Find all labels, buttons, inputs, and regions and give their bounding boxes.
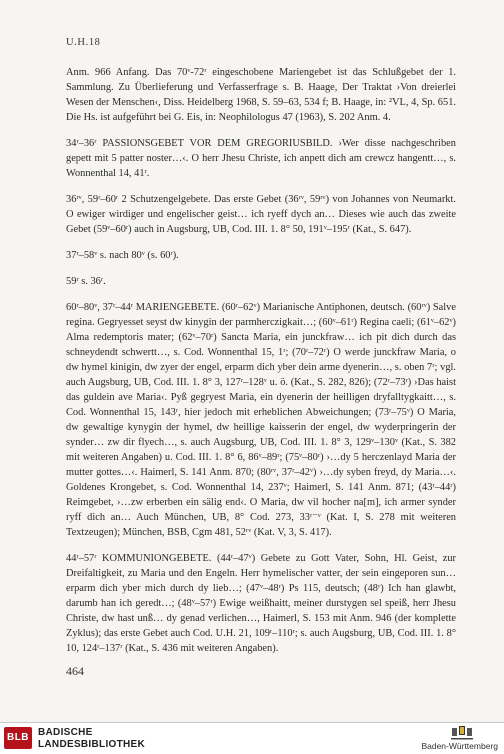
paragraph-kommuniongebete: 44ʳ–57ʳ KOMMUNIONGEBETE. (44ʳ–47ᵛ) Gebete zu Gott Vater, Sohn, Hl. Geist, zur Dreifaltigkeit, zu Maria und den Engeln. Herr hymelischer vatter, der sein eingeporen sun… erparm dich yber mich durch dy lieb…; (47ᵛ–48ʳ) Ps 115, deutsch; (48ʳ) Ich han glawbt, darumb han ich geredt…; (48ᵛ–57ʳ) Ewige weißhaitt, meiner durstygen sel speiß, herr Jhesu Christe, dw hast unß… dy genad verlichen…, Haimerl, S. 153 mit Anm. 946 (der komplette Zyklus); das erste Gebet auch Cod. U.H. 21, 109ʳ–110ʳ; s. auch Augsburg, UB, Cod. III. 1. 8° 10, 124ʳ–137ʳ (Kat., S. 436 mit weiteren Angaben). [66, 553, 456, 654]
paragraph-ref-37r: 37ʳ–58ᵛ s. nach 80ᵛ (s. 60ʳ). [66, 250, 179, 261]
page-number: 464 [66, 664, 84, 678]
paragraph-schutzengelgebete: 36ʳᵛ, 59ʳ–60ʳ 2 Schutzengelgebete. Das erste Gebet (36ʳᵛ, 59ʳᵛ) von Johannes von Neumarkt. O ewiger wirdiger und engelischer geist… ich ryeff dych an… Dieses wie auch das zweite Gebet (59ᵛ–60ʳ) auch in Augsburg, UB, Cod. III. 1. 8° 50, 191ᵛ–195ʳ (Kat., S. 647). [66, 194, 456, 235]
shelfmark-header: U.H.18 [66, 37, 101, 48]
blb-logo-text: BLB [6, 732, 30, 743]
library-footer [0, 722, 504, 754]
text-body [66, 65, 456, 667]
partner-label: Baden-Württemberg [421, 741, 498, 751]
blb-logo[interactable] [4, 727, 32, 749]
paragraph-passionsgebet: 34ʳ–36ʳ PASSIONSGEBET VOR DEM GREGORIUSBILD. ›Wer disse nachgeschriben gepett mit 5 patter noster…‹. O herr Jhesu Christe, ich anpett dich am crewcz hangentt…, s. Wonnenthal 14, 41ʳ. [66, 138, 456, 179]
library-name-line1: BADISCHE [38, 727, 93, 738]
paragraph-anm: Anm. 966 Anfang. Das 70ᵛ-72ʳ eingeschobene Mariengebet ist das Schlußgebet der 1. Sammlung. Zu Überlieferung und Verfasserfrage s. B. Haage, Der Traktat ›Von dreierlei Wesen der Menschen‹, Diss. Heidelberg 1968, S. 59–63, 534 f; B. Haage, in: ²VL, 4, Sp. 651. Die Hs. ist aufgeführt bei G. Eis, in: Neophilologus 47 (1963), S. 202 Anm. 4. [66, 67, 456, 123]
paragraph-mariengebete: 60ʳ–80ᵛ, 37ʳ–44ʳ MARIENGEBETE. (60ʳ–62ᵛ) Marianische Antiphonen, deutsch. (60ʳᵛ) Salve regina. Gegryesset seyst dw kinygin der parmherczigkait…; (60ᵛ–61ʳ) Regina caeli; (61ᵛ–62ᵛ) Alma redemptoris mater; (62ᵛ–70ʳ) Sancta Maria, ein junckfraw… ich pit dich durch das schneydendt schwertt…, s. Cod. Wonnenthal 15, 1ʳ; (70ʳ–72ʳ) O werde junckfraw Maria, o dw hymel kinigin, dw zyer der engel, erparm dich yber dein arme dyenerin…, s. oben 7ʳ; vgl. auch Augsburg, UB, Cod. III. 1. 8° 3, 127ʳ–128ᵛ u. ö. (Kat., S. 282, 826); (72ʳ–73ʳ) ›Das haist das guldein ave Maria‹. Pyß gegryest Maria, ein dyenerin der heilligen dryfalltygkaitt…, s. Cod. Wonnenthal 15, 143ʳ, hier jedoch mit erheblichen Abweichungen; (73ʳ–75ᵛ) O Maria, dw gewaltige kynygin der hymel, dw heillige kaisserin der engel, dw wyderpringerin der synder… zw dir flyech…, s. auch Augsburg, UB, Cod. III. 1. 8° 3, 129ᵛ–130ᵛ (Kat., S. 382 mit weiteren Angaben) u. Cod. III. 1. 8° 6, 86ᵛ–89ʳ; (75ᵛ–80ʳ) ›…dy 5 herczenlayd Maria der mutter gottes…‹. Haimerl, S. 141 Anm. 870; (80ʳᵛ, 37ʳ–42ᵛ) ›…dy syben freyd, dy Maria…‹. Goldenes Krongebet, s. Cod. Wonnenthal 14, 237ᵛ; Haimerl, S. 141 Anm. 871; (43ʳ–44ʳ) Reimgebet, ›…zw erberben ein sälig end‹. O Maria, dw vil hocher na[m], ich armer synder ryff dich an… Auch München, UB, 8° Cod. 273, 33ʳ⁻ᵛ (Kat. I, S. 278 mit weiteren Textzeugen); München, BSB, Cgm 481, 52ʳᵛ (Kat. V, 3, S. 417). [66, 302, 456, 538]
library-name-line2: LANDESBIBLIOTHEK [38, 738, 146, 750]
coat-of-arms-icon [449, 725, 475, 741]
paragraph-ref-59r: 59ʳ s. 36ʳ. [66, 276, 106, 287]
library-name [38, 727, 145, 750]
